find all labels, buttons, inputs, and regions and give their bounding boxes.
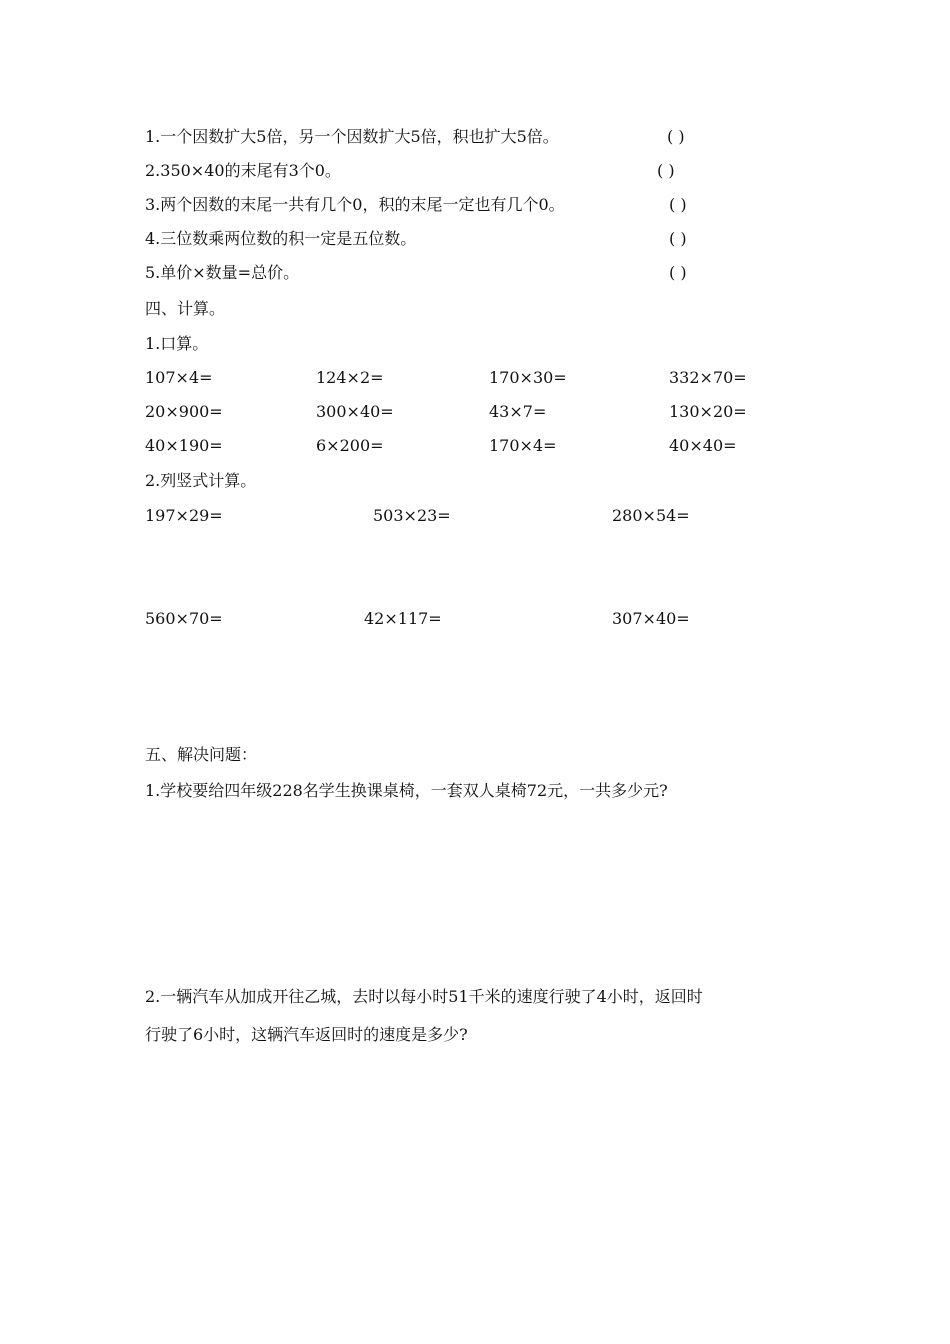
answer-paren-3[interactable]: ( ) (669, 195, 687, 214)
section-five-heading: 五、解决问题： (145, 745, 258, 764)
oral-calc-heading: 1.口算。 (145, 334, 209, 353)
judge-item-5: 5.单价×数量=总价。 (145, 263, 300, 282)
oral-problem: 332×70= (669, 368, 747, 387)
oral-problem: 124×2= (316, 368, 384, 387)
oral-problem: 130×20= (669, 402, 747, 421)
vertical-problem: 560×70= (145, 609, 223, 628)
oral-problem: 43×7= (489, 402, 547, 421)
answer-paren-4[interactable]: ( ) (669, 229, 687, 248)
word-problem-1: 1.学校要给四年级228名学生换课桌椅，一套双人桌椅72元，一共多少元? (145, 781, 668, 800)
section-four-heading: 四、计算。 (145, 299, 226, 318)
answer-paren-5[interactable]: ( ) (669, 263, 687, 282)
oral-problem: 20×900= (145, 402, 223, 421)
vertical-problem: 503×23= (373, 506, 451, 525)
word-problem-2-line-2: 行驶了6小时，这辆汽车返回时的速度是多少? (145, 1025, 468, 1044)
oral-problem: 40×40= (669, 436, 737, 455)
judge-item-1: 1.一个因数扩大5倍，另一个因数扩大5倍，积也扩大5倍。 (145, 127, 559, 146)
answer-paren-1[interactable]: ( ) (667, 127, 685, 146)
vertical-problem: 307×40= (612, 609, 690, 628)
judge-item-4: 4.三位数乘两位数的积一定是五位数。 (145, 229, 417, 248)
vertical-problem: 42×117= (364, 609, 442, 628)
vertical-problem: 280×54= (612, 506, 690, 525)
oral-problem: 107×4= (145, 368, 213, 387)
oral-problem: 6×200= (316, 436, 384, 455)
oral-problem: 170×30= (489, 368, 567, 387)
vertical-problem: 197×29= (145, 506, 223, 525)
oral-problem: 300×40= (316, 402, 394, 421)
oral-problem: 170×4= (489, 436, 557, 455)
judge-item-2: 2.350×40的末尾有3个0。 (145, 161, 341, 180)
oral-problem: 40×190= (145, 436, 223, 455)
answer-paren-2[interactable]: ( ) (657, 161, 675, 180)
word-problem-2-line-1: 2.一辆汽车从加成开往乙城，去时以每小时51千米的速度行驶了4小时，返回时 (145, 987, 703, 1006)
vertical-calc-heading: 2.列竖式计算。 (145, 471, 257, 490)
judge-item-3: 3.两个因数的末尾一共有几个0，积的末尾一定也有几个0。 (145, 195, 565, 214)
